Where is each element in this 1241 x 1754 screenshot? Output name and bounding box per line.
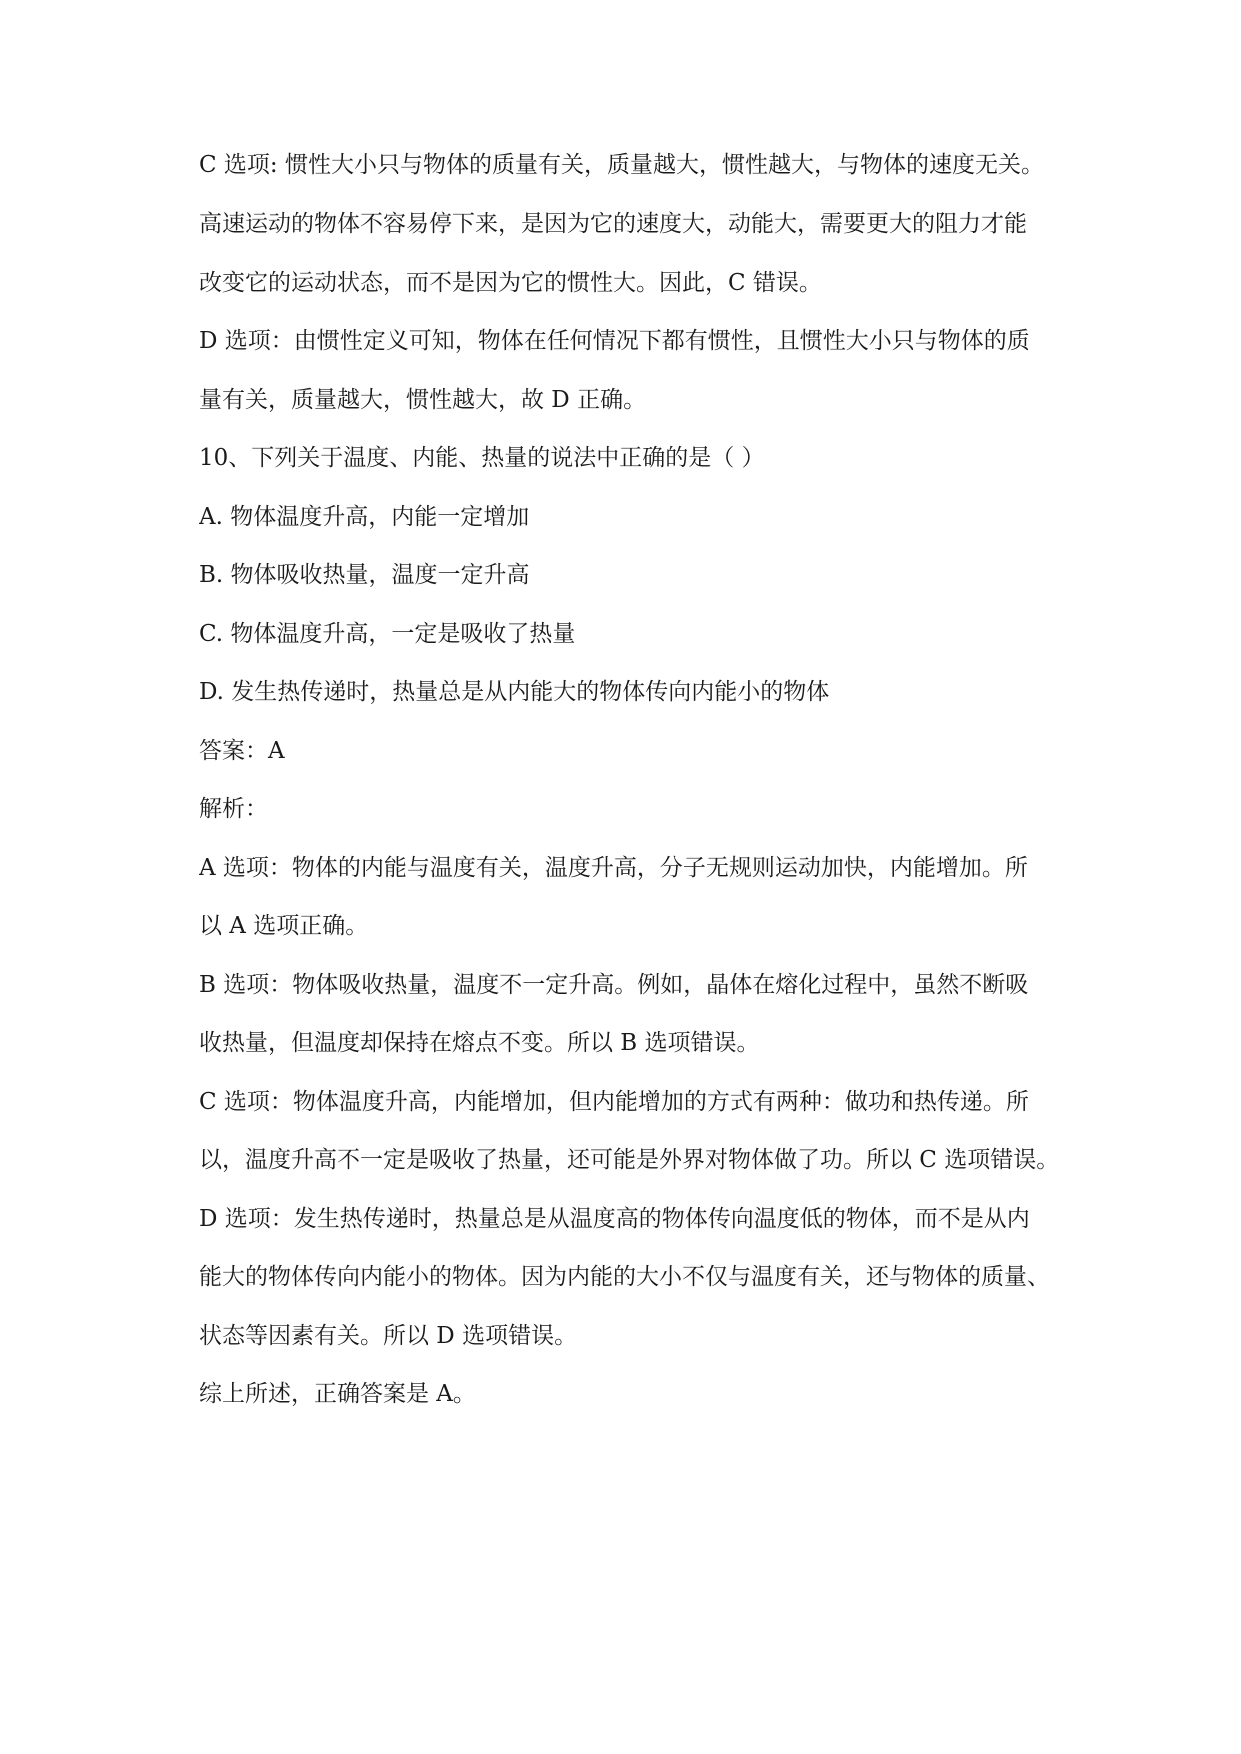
question-stem: 10、下列关于温度、内能、热量的说法中正确的是（ ） (199, 445, 765, 471)
paragraph-line: 以 A 选项正确。 (199, 913, 369, 939)
paragraph-line: 状态等因素有关。所以 D 选项错误。 (199, 1323, 578, 1349)
option-b: B. 物体吸收热量，温度一定升高 (199, 562, 530, 588)
paragraph-line: 高速运动的物体不容易停下来，是因为它的速度大，动能大，需要更大的阻力才能 (199, 211, 1027, 237)
option-c: C. 物体温度升高，一定是吸收了热量 (199, 621, 576, 647)
paragraph-line: B 选项：物体吸收热量，温度不一定升高。例如，晶体在熔化过程中，虽然不断吸 (199, 972, 1029, 998)
paragraph-line: A 选项：物体的内能与温度有关，温度升高，分子无规则运动加快，内能增加。所 (199, 855, 1028, 881)
paragraph-line: 以，温度升高不一定是吸收了热量，还可能是外界对物体做了功。所以 C 选项错误。 (199, 1147, 1060, 1173)
paragraph-line: C 选项：物体温度升高，内能增加，但内能增加的方式有两种：做功和热传递。所 (199, 1089, 1029, 1115)
paragraph-line: 量有关，质量越大，惯性越大，故 D 正确。 (199, 387, 647, 413)
paragraph-line: 收热量，但温度却保持在熔点不变。所以 B 选项错误。 (199, 1030, 760, 1056)
paragraph-line: 能大的物体传向内能小的物体。因为内能的大小不仅与温度有关，还与物体的质量、 (199, 1264, 1050, 1290)
option-d: D. 发生热传递时，热量总是从内能大的物体传向内能小的物体 (199, 679, 830, 705)
answer-line: 答案：A (199, 738, 285, 764)
analysis-heading: 解析： (199, 796, 268, 822)
paragraph-line: D 选项：发生热传递时，热量总是从温度高的物体传向温度低的物体，而不是从内 (199, 1206, 1030, 1232)
paragraph-line: 改变它的运动状态，而不是因为它的惯性大。因此，C 错误。 (199, 270, 822, 296)
option-a: A. 物体温度升高，内能一定增加 (199, 504, 530, 530)
paragraph-line: C 选项: 惯性大小只与物体的质量有关，质量越大，惯性越大，与物体的速度无关。 (199, 152, 1044, 178)
conclusion-line: 综上所述，正确答案是 A。 (199, 1381, 476, 1407)
paragraph-line: D 选项：由惯性定义可知，物体在任何情况下都有惯性，且惯性大小只与物体的质 (199, 328, 1030, 354)
